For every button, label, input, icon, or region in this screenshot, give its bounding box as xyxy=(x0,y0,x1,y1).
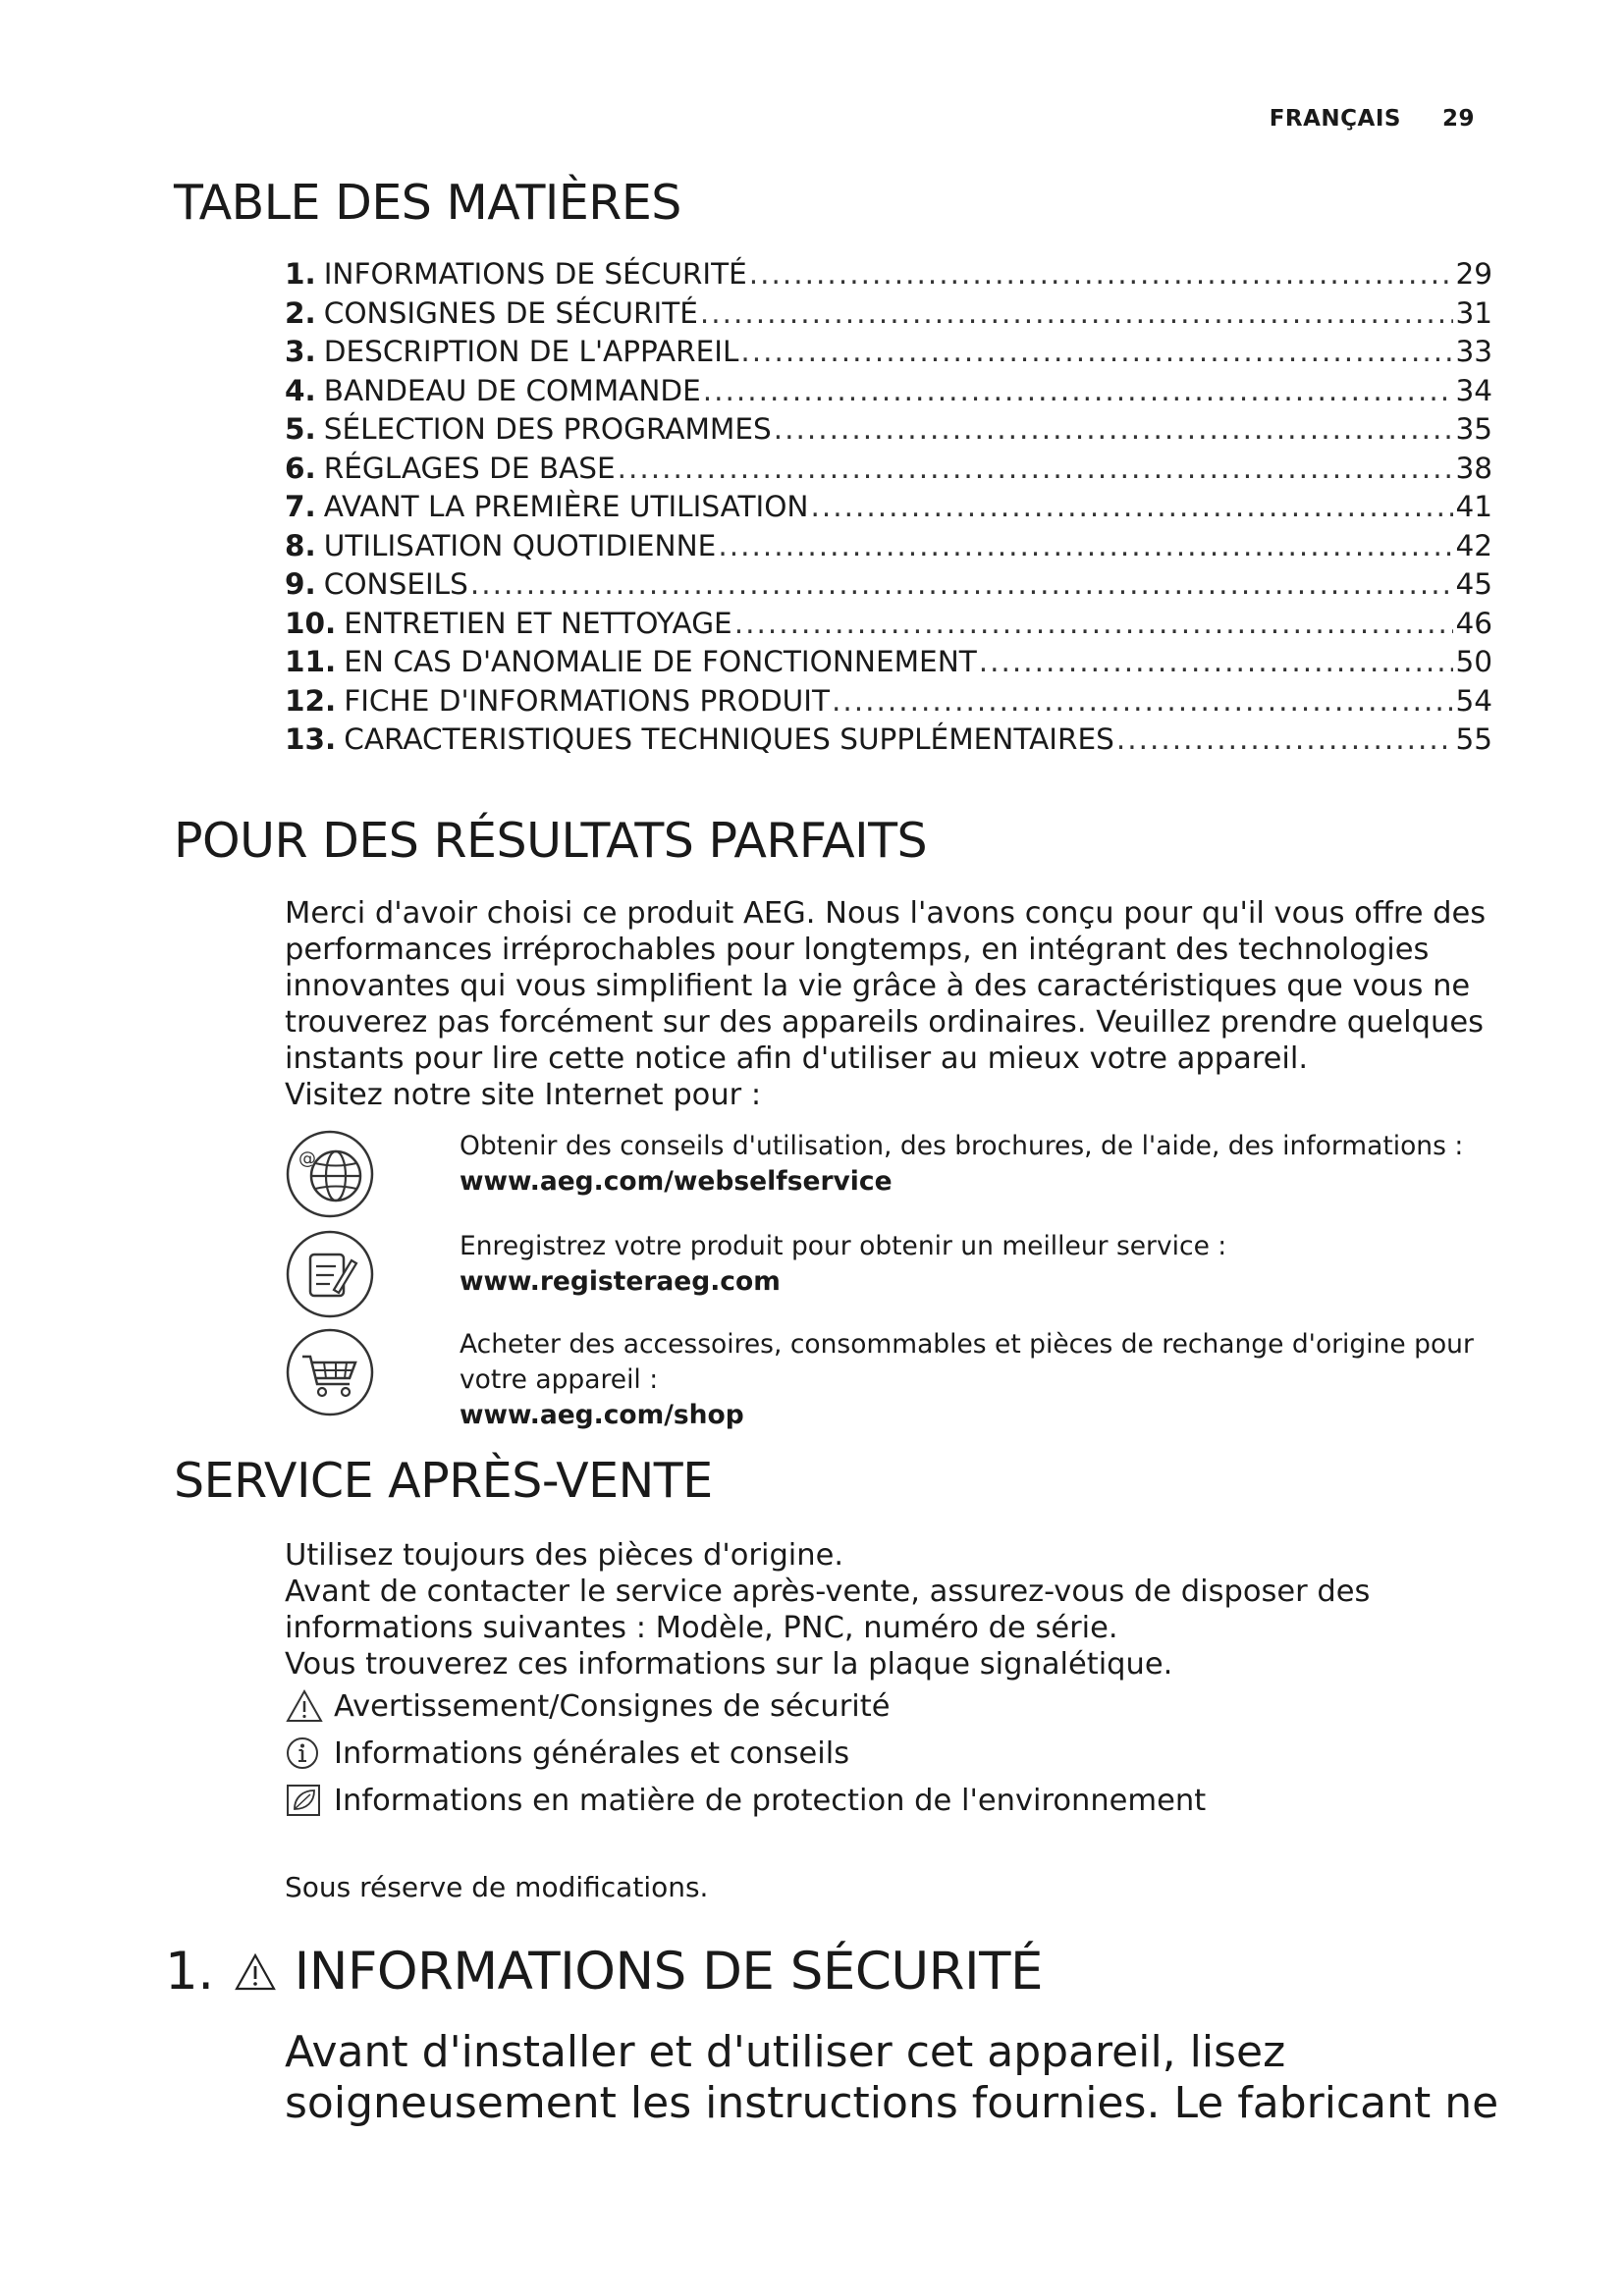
toc-entry-title: FICHE D'INFORMATIONS PRODUIT xyxy=(344,683,830,718)
toc-leader xyxy=(832,684,1453,718)
service-description: Obtenir des conseils d'utilisation, des brochures, de l'aide, des informations : xyxy=(460,1131,1464,1161)
section-number: 1. xyxy=(165,1942,214,2002)
toc-leader xyxy=(811,490,1454,523)
toc-entry-number: 12. xyxy=(285,683,337,718)
toc-leader xyxy=(1116,722,1454,756)
toc-entry-page: 42 xyxy=(1455,528,1492,562)
modification-note: Sous réserve de modifications. xyxy=(285,1871,709,1903)
svg-text:@: @ xyxy=(298,1148,316,1169)
toc-entry[interactable] xyxy=(285,490,1492,529)
toc-leader xyxy=(470,567,1454,601)
toc-entry[interactable] xyxy=(285,296,1492,336)
page-number: 29 xyxy=(1441,106,1475,132)
page-header xyxy=(1270,106,1475,132)
intro-paragraph: Merci d'avoir choisi ce produit AEG. Nous l'avons conçu pour qu'il vous offre des performances irréprochables pour longtemps, en intégrant des technologies innovantes qui vous simplifient la vie grâce à des caractéristiques que vous ne trouverez pas forcément sur des appareils ordinaires. Veuillez prendre quelques instants pour lire cette notice afin d'utiliser au mieux votre appareil. xyxy=(285,896,1487,1076)
toc-leader xyxy=(774,412,1454,446)
info-icon xyxy=(285,1735,324,1771)
toc-entry[interactable] xyxy=(285,257,1492,296)
apres-vente-heading: SERVICE APRÈS-VENTE xyxy=(174,1453,713,1509)
toc-entry-title: CARACTERISTIQUES TECHNIQUES SUPPLÉMENTAIRES xyxy=(344,722,1114,756)
toc-entry-page: 54 xyxy=(1455,683,1492,718)
service-description: Enregistrez votre produit pour obtenir un meilleur service : xyxy=(460,1231,1227,1261)
service-link[interactable]: www.registeraeg.com xyxy=(460,1266,781,1297)
toc-entry-title: UTILISATION QUOTIDIENNE xyxy=(323,528,717,562)
toc-entry-number: 4. xyxy=(285,373,316,407)
legend-text: Informations générales et conseils xyxy=(334,1735,850,1771)
toc-entry-page: 31 xyxy=(1455,295,1492,330)
toc-entry-title: AVANT LA PREMIÈRE UTILISATION xyxy=(323,490,809,523)
legend-text: Avertissement/Consignes de sécurité xyxy=(334,1688,891,1724)
service-text xyxy=(460,1229,1520,1300)
globe-icon xyxy=(285,1129,375,1219)
toc-entry-page: 45 xyxy=(1455,567,1492,601)
toc-entry-number: 9. xyxy=(285,567,316,601)
toc-entry-number: 7. xyxy=(285,490,316,523)
table-of-contents xyxy=(285,257,1492,762)
toc-entry[interactable] xyxy=(285,645,1492,684)
legend-text: Informations en matière de protection de l'environnement xyxy=(334,1783,1207,1818)
toc-entry-page: 55 xyxy=(1455,722,1492,756)
service-description: Acheter des accessoires, consommables et pièces de rechange d'origine pour votre appareil : xyxy=(460,1329,1474,1395)
toc-entry-page: 35 xyxy=(1455,412,1492,446)
toc-entry-page: 33 xyxy=(1455,335,1492,368)
service-link[interactable]: www.aeg.com/webselfservice xyxy=(460,1166,893,1197)
legend-info xyxy=(285,1730,1492,1777)
apres-vente-section xyxy=(285,1537,1492,1824)
toc-entry-number: 2. xyxy=(285,295,316,330)
toc-entry[interactable] xyxy=(285,374,1492,413)
cart-icon xyxy=(285,1327,375,1417)
toc-entry-page: 41 xyxy=(1455,490,1492,523)
toc-entry-number: 11. xyxy=(285,645,337,678)
toc-entry-title: RÉGLAGES DE BASE xyxy=(323,451,616,485)
toc-leader xyxy=(718,529,1453,562)
toc-entry-page: 34 xyxy=(1455,373,1492,407)
service-text xyxy=(460,1327,1520,1433)
toc-entry[interactable] xyxy=(285,607,1492,646)
section-title: INFORMATIONS DE SÉCURITÉ xyxy=(294,1942,1044,2002)
toc-entry[interactable] xyxy=(285,529,1492,568)
toc-entry[interactable] xyxy=(285,452,1492,491)
safety-heading xyxy=(165,1942,1043,2002)
toc-entry[interactable] xyxy=(285,335,1492,374)
toc-entry-title: BANDEAU DE COMMANDE xyxy=(323,373,701,407)
toc-leader xyxy=(749,257,1454,291)
results-intro xyxy=(285,895,1492,1113)
service-text xyxy=(460,1129,1520,1200)
toc-leader xyxy=(734,607,1454,640)
visit-text: Visitez notre site Internet pour : xyxy=(285,1078,762,1112)
legend-warning xyxy=(285,1682,1492,1730)
toc-entry-page: 38 xyxy=(1455,451,1492,485)
apres-line-3: Vous trouverez ces informations sur la plaque signalétique. xyxy=(285,1647,1173,1682)
toc-entry-title: EN CAS D'ANOMALIE DE FONCTIONNEMENT xyxy=(344,645,977,678)
toc-entry-number: 10. xyxy=(285,606,337,640)
toc-entry-title: ENTRETIEN ET NETTOYAGE xyxy=(344,606,732,640)
safety-intro xyxy=(285,2027,1561,2129)
safety-paragraph: Avant d'installer et d'utiliser cet appareil, lisez soigneusement les instructions fournies. Le fabricant ne xyxy=(285,2027,1499,2128)
results-heading: POUR DES RÉSULTATS PARFAITS xyxy=(174,813,928,869)
toc-entry[interactable] xyxy=(285,567,1492,607)
toc-leader xyxy=(700,296,1454,330)
warning-icon xyxy=(234,1952,277,1992)
toc-entry-page: 46 xyxy=(1455,606,1492,640)
toc-entry-page: 50 xyxy=(1455,645,1492,678)
toc-entry[interactable] xyxy=(285,722,1492,762)
toc-entry-page: 29 xyxy=(1455,257,1492,291)
toc-entry[interactable] xyxy=(285,412,1492,452)
toc-entry-title: SÉLECTION DES PROGRAMMES xyxy=(323,412,772,446)
apres-line-1: Utilisez toujours des pièces d'origine. xyxy=(285,1538,844,1573)
toc-heading: TABLE DES MATIÈRES xyxy=(174,175,681,231)
toc-entry[interactable] xyxy=(285,684,1492,723)
service-link[interactable]: www.aeg.com/shop xyxy=(460,1400,744,1430)
warning-icon xyxy=(285,1688,324,1724)
toc-leader xyxy=(979,645,1454,678)
register-icon xyxy=(285,1229,375,1319)
apres-line-2: Avant de contacter le service après-vente, assurez-vous de disposer des informations suivantes : Modèle, PNC, numéro de série. xyxy=(285,1575,1371,1645)
language-label: FRANÇAIS xyxy=(1269,106,1401,132)
toc-entry-title: INFORMATIONS DE SÉCURITÉ xyxy=(323,257,747,291)
environment-icon xyxy=(285,1783,324,1818)
legend-environment xyxy=(285,1777,1492,1824)
toc-entry-number: 1. xyxy=(285,257,316,291)
toc-entry-number: 6. xyxy=(285,451,316,485)
toc-entry-number: 3. xyxy=(285,335,316,368)
toc-leader xyxy=(740,335,1453,368)
toc-entry-number: 13. xyxy=(285,722,337,756)
toc-entry-title: DESCRIPTION DE L'APPAREIL xyxy=(323,335,739,368)
toc-entry-number: 5. xyxy=(285,412,316,446)
toc-leader xyxy=(618,452,1454,485)
toc-leader xyxy=(703,374,1454,407)
toc-entry-title: CONSIGNES DE SÉCURITÉ xyxy=(323,295,698,330)
toc-entry-number: 8. xyxy=(285,528,316,562)
toc-entry-title: CONSEILS xyxy=(323,567,468,601)
